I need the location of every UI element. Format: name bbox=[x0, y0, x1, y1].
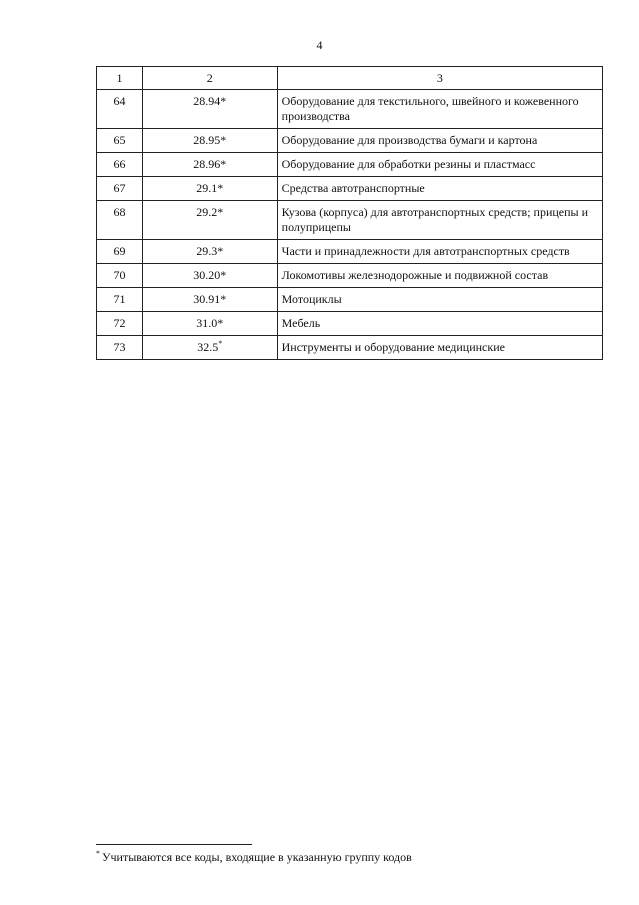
row-description: Мебель bbox=[277, 312, 602, 336]
row-description: Локомотивы железнодорожные и подвижной состав bbox=[277, 264, 602, 288]
row-number: 71 bbox=[97, 288, 143, 312]
row-number: 70 bbox=[97, 264, 143, 288]
table-row bbox=[97, 90, 603, 129]
column-header-3: 3 bbox=[277, 67, 602, 90]
row-description: Части и принадлежности для автотранспортных средств bbox=[277, 240, 602, 264]
row-code: 29.3* bbox=[142, 240, 277, 264]
table-row bbox=[97, 129, 603, 153]
footnote-mark: * bbox=[96, 849, 100, 858]
column-header-2: 2 bbox=[142, 67, 277, 90]
table-row bbox=[97, 288, 603, 312]
row-number: 72 bbox=[97, 312, 143, 336]
footnote-separator bbox=[96, 844, 252, 845]
row-number: 69 bbox=[97, 240, 143, 264]
row-code: 28.96* bbox=[142, 153, 277, 177]
table-row bbox=[97, 264, 603, 288]
footnote bbox=[96, 850, 412, 865]
row-description: Мотоциклы bbox=[277, 288, 602, 312]
row-number: 64 bbox=[97, 90, 143, 129]
row-description: Кузова (корпуса) для автотранспортных средств; прицепы и полуприцепы bbox=[277, 201, 602, 240]
table-header-row bbox=[97, 67, 603, 90]
classification-table bbox=[96, 66, 603, 360]
row-code: 31.0* bbox=[142, 312, 277, 336]
table-row bbox=[97, 336, 603, 360]
page-number: 4 bbox=[316, 38, 323, 52]
column-header-1: 1 bbox=[97, 67, 143, 90]
row-number: 67 bbox=[97, 177, 143, 201]
row-code bbox=[142, 336, 277, 360]
row-number: 68 bbox=[97, 201, 143, 240]
table-row bbox=[97, 153, 603, 177]
row-code-value: 32.5 bbox=[197, 340, 219, 354]
row-description: Оборудование для обработки резины и пластмасс bbox=[277, 153, 602, 177]
table-row bbox=[97, 177, 603, 201]
row-code: 29.1* bbox=[142, 177, 277, 201]
row-code: 28.94* bbox=[142, 90, 277, 129]
row-code: 29.2* bbox=[142, 201, 277, 240]
row-description: Оборудование для текстильного, швейного и кожевенного производства bbox=[277, 90, 602, 129]
row-code: 30.20* bbox=[142, 264, 277, 288]
row-code-footnote-mark: * bbox=[218, 339, 223, 348]
table-row bbox=[97, 201, 603, 240]
row-number: 73 bbox=[97, 336, 143, 360]
table-row bbox=[97, 312, 603, 336]
row-description: Инструменты и оборудование медицинские bbox=[277, 336, 602, 360]
row-code: 30.91* bbox=[142, 288, 277, 312]
row-code: 28.95* bbox=[142, 129, 277, 153]
footnote-text: Учитываются все коды, входящие в указанную группу кодов bbox=[102, 850, 412, 864]
row-number: 65 bbox=[97, 129, 143, 153]
row-number: 66 bbox=[97, 153, 143, 177]
table-row bbox=[97, 240, 603, 264]
row-description: Средства автотранспортные bbox=[277, 177, 602, 201]
row-description: Оборудование для производства бумаги и картона bbox=[277, 129, 602, 153]
